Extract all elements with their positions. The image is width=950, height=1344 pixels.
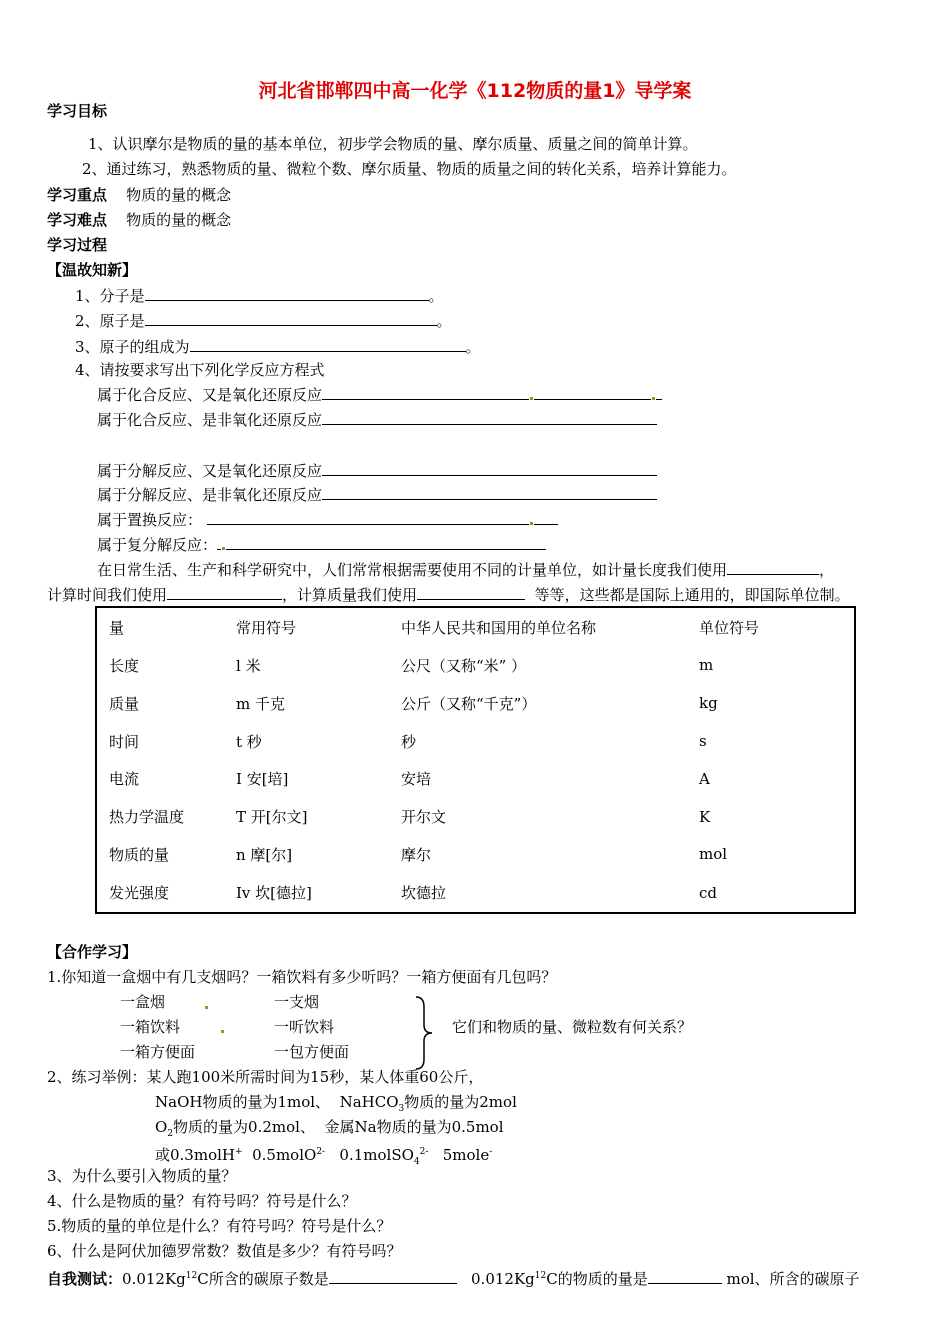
units-intro-text: ，计算质量我们使用 xyxy=(282,586,418,604)
subscript: 2 xyxy=(167,1129,174,1139)
example-text: 金属Na物质的量为0.5mol xyxy=(324,1118,504,1136)
table-cell: 摩尔 xyxy=(401,845,432,864)
review-q1-text: 1、分子是 xyxy=(75,287,145,305)
reaction-5 xyxy=(97,510,558,530)
review-heading: 【温故知新】 xyxy=(47,261,138,279)
answer-blank[interactable] xyxy=(329,1269,457,1284)
table-header: 单位符号 xyxy=(699,618,760,637)
table-row xyxy=(96,647,855,685)
table-header: 中华人民共和国用的单位名称 xyxy=(401,618,597,637)
difficulty xyxy=(47,210,231,230)
example-text: NaHCO xyxy=(339,1093,399,1111)
key-point-text: 物质的量的概念 xyxy=(126,186,232,204)
coop-q1: 1.你知道一盒烟中有几支烟吗？一箱饮料有多少听吗？一箱方便面有几包吗？ xyxy=(47,968,557,986)
answer-blank[interactable] xyxy=(145,311,437,326)
reaction-4 xyxy=(97,485,657,505)
answer-blank[interactable] xyxy=(322,485,657,500)
table-cell: 时间 xyxy=(109,732,140,751)
key-point-label: 学习重点 xyxy=(47,186,108,204)
table-row xyxy=(96,798,855,836)
relation-question: 它们和物质的量、微粒数有何关系？ xyxy=(452,1018,693,1036)
coop-heading: 【合作学习】 xyxy=(47,943,138,961)
subscript: 4 xyxy=(413,1157,420,1167)
reaction-3-text: 属于分解反应、又是氧化还原反应 xyxy=(97,462,323,480)
answer-blank[interactable] xyxy=(190,337,466,352)
answer-blank[interactable] xyxy=(534,510,558,525)
review-q4: 4、请按要求写出下列化学反应方程式 xyxy=(75,361,325,379)
mark-dot xyxy=(222,547,225,550)
answer-blank[interactable] xyxy=(145,286,429,301)
reaction-3 xyxy=(97,461,657,481)
table-cell: 开尔文 xyxy=(401,808,447,827)
difficulty-label: 学习难点 xyxy=(47,211,108,229)
answer-blank[interactable] xyxy=(417,585,525,600)
table-cell: A xyxy=(699,769,710,788)
units-intro-line-1 xyxy=(97,560,834,580)
reaction-5-text: 属于置换反应： xyxy=(97,511,203,529)
answer-blank[interactable] xyxy=(226,535,546,550)
period: 。 xyxy=(428,287,444,305)
table-row xyxy=(96,684,855,722)
mark-dot xyxy=(530,397,533,400)
table-cell: 发光强度 xyxy=(109,884,170,903)
table-cell: kg xyxy=(699,694,718,713)
review-q2 xyxy=(75,311,452,331)
table-cell: 长度 xyxy=(109,656,140,675)
table-cell: mol xyxy=(699,845,728,864)
reaction-6 xyxy=(97,535,546,555)
table-cell: 秒 xyxy=(401,732,417,751)
table-cell: T 开[尔文] xyxy=(236,808,308,827)
example-line-1 xyxy=(155,1092,517,1119)
difficulty-text: 物质的量的概念 xyxy=(126,211,232,229)
table-cell: cd xyxy=(699,883,718,902)
table-row xyxy=(96,873,855,913)
period: 。 xyxy=(436,312,452,330)
objective-1: 1、认识摩尔是物质的量的基本单位，初步学会物质的量、摩尔质量、质量之间的简单计算。 xyxy=(88,135,698,153)
superscript: - xyxy=(489,1147,493,1157)
table-cell: 热力学温度 xyxy=(109,808,185,827)
table-cell: K xyxy=(699,807,711,826)
table-cell: 安培 xyxy=(401,770,432,789)
right-item: 一听饮料 xyxy=(274,1018,335,1036)
table-cell: t 秒 xyxy=(236,732,262,751)
answer-blank[interactable] xyxy=(534,385,651,400)
table-row xyxy=(96,760,855,798)
example-text: 物质的量为2mol xyxy=(404,1093,517,1111)
table-header: 常用符号 xyxy=(236,618,297,637)
left-item: 一箱方便面 xyxy=(120,1043,196,1061)
table-cell: 电流 xyxy=(109,770,140,789)
reaction-6-text: 属于复分解反应： xyxy=(97,536,218,554)
subscript: 3 xyxy=(398,1104,405,1114)
table-cell: 公斤（又称“千克”） xyxy=(401,694,537,713)
answer-blank[interactable] xyxy=(648,1269,722,1284)
answer-blank[interactable] xyxy=(322,385,529,400)
superscript: 2- xyxy=(316,1147,326,1157)
units-intro-text: 计算时间我们使用 xyxy=(47,586,168,604)
objectives-heading: 学习目标 xyxy=(47,102,108,120)
table-cell: 坎德拉 xyxy=(401,884,447,903)
coop-q2: 2、练习举例：某人跑100米所需时间为15秒，某人体重60公斤， xyxy=(47,1068,484,1086)
table-cell: n 摩[尔] xyxy=(236,845,293,864)
answer-blank[interactable] xyxy=(207,510,529,525)
left-item: 一盒烟 xyxy=(120,993,166,1011)
self-test xyxy=(47,1266,860,1289)
coop-q3: 3、为什么要引入物质的量？ xyxy=(47,1167,237,1185)
superscript: 2- xyxy=(419,1147,429,1157)
units-table xyxy=(95,606,856,914)
superscript: + xyxy=(235,1147,243,1157)
right-item: 一支烟 xyxy=(274,993,320,1011)
answer-blank[interactable] xyxy=(656,385,662,400)
answer-blank[interactable] xyxy=(727,560,819,575)
right-brace-icon xyxy=(414,995,436,1071)
page-title: 河北省邯郸四中高一化学《112物质的量1》导学案 xyxy=(258,80,692,102)
example-line-2 xyxy=(155,1117,504,1144)
self-test-label: 自我测试： xyxy=(47,1270,123,1288)
superscript: 12 xyxy=(185,1271,198,1281)
example-text: 0.5molO xyxy=(252,1146,317,1164)
table-cell: Iv 坎[德拉] xyxy=(236,884,312,903)
table-header-row xyxy=(96,607,855,647)
reaction-2-text: 属于化合反应、是非氧化还原反应 xyxy=(97,411,323,429)
table-cell: l 米 xyxy=(236,656,261,675)
answer-blank[interactable] xyxy=(322,461,657,476)
reaction-2 xyxy=(97,410,657,430)
example-text: O xyxy=(155,1118,168,1136)
review-q3 xyxy=(75,337,481,357)
table-row xyxy=(96,722,855,760)
answer-blank[interactable] xyxy=(217,535,221,550)
objective-2: 2、通过练习，熟悉物质的量、微粒个数、摩尔质量、物质的质量之间的转化关系，培养计算能力。 xyxy=(82,160,737,178)
self-test-text: mol、所含的碳原子 xyxy=(726,1270,860,1288)
period: 。 xyxy=(465,338,481,356)
example-text: 0.1molSO xyxy=(339,1146,414,1164)
reaction-4-text: 属于分解反应、是非氧化还原反应 xyxy=(97,486,323,504)
table-cell: 物质的量 xyxy=(109,845,170,864)
example-text: 5mole xyxy=(442,1146,490,1164)
mark-dot xyxy=(530,522,533,525)
self-test-text: C所含的碳原子数是 xyxy=(197,1270,329,1288)
answer-blank[interactable] xyxy=(167,585,282,600)
self-test-text: 0.012Kg xyxy=(471,1270,535,1288)
table-cell: 质量 xyxy=(109,694,140,713)
table-cell: s xyxy=(699,732,707,751)
key-point xyxy=(47,185,231,205)
mark-dot xyxy=(221,1030,224,1033)
coop-q5: 5.物质的量的单位是什么？有符号吗？符号是什么？ xyxy=(47,1217,392,1235)
reaction-1-text: 属于化合反应、又是氧化还原反应 xyxy=(97,386,323,404)
table-row xyxy=(96,836,855,874)
units-intro-line-2 xyxy=(47,585,850,605)
superscript: 12 xyxy=(534,1271,547,1281)
right-item: 一包方便面 xyxy=(274,1043,350,1061)
mark-dot xyxy=(652,397,655,400)
review-q3-text: 3、原子的组成为 xyxy=(75,338,190,356)
example-text: 物质的量为0.2mol、 xyxy=(173,1118,315,1136)
self-test-text: 0.012Kg xyxy=(122,1270,186,1288)
coop-q6: 6、什么是阿伏加德罗常数？数值是多少？有符号吗？ xyxy=(47,1242,402,1260)
example-text: 或0.3molH xyxy=(155,1146,235,1164)
review-q1 xyxy=(75,286,444,306)
table-cell: 公尺（又称“米” ） xyxy=(401,656,527,675)
self-test-text: C的物质的量是 xyxy=(546,1270,648,1288)
process-heading: 学习过程 xyxy=(47,236,108,254)
coop-q4: 4、什么是物质的量？有符号吗？符号是什么？ xyxy=(47,1192,357,1210)
units-intro-text: 等等，这些都是国际上通用的，即国际单位制。 xyxy=(534,586,850,604)
answer-blank[interactable] xyxy=(322,410,657,425)
review-q2-text: 2、原子是 xyxy=(75,312,145,330)
mark-dot xyxy=(205,1006,208,1009)
left-item: 一箱饮料 xyxy=(120,1018,181,1036)
reaction-1 xyxy=(97,385,662,405)
table-cell: m 千克 xyxy=(236,694,285,713)
table-header: 量 xyxy=(109,618,125,637)
table-cell: I 安[培] xyxy=(236,770,289,789)
units-intro-text: 在日常生活、生产和科学研究中，人们常常根据需要使用不同的计量单位，如计量长度我们使用 xyxy=(97,561,728,579)
table-cell: m xyxy=(699,656,714,675)
example-text: NaOH物质的量为1mol、 xyxy=(155,1093,331,1111)
comma: ， xyxy=(819,561,835,579)
